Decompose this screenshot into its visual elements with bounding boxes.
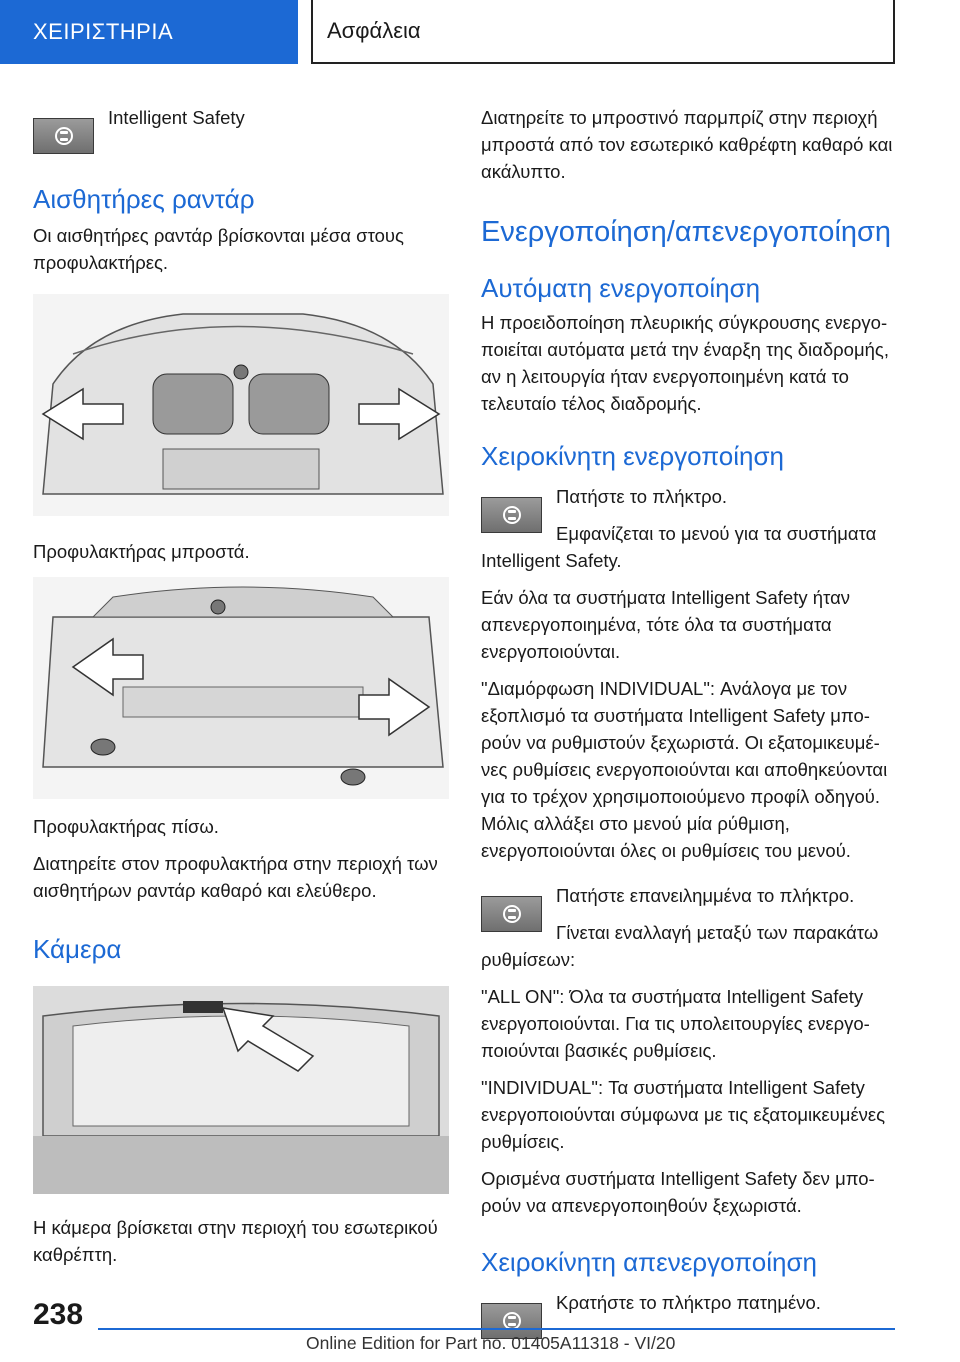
rear-bumper-note: Διατηρείτε στον προφυλακτήρα στην περιοχή των αισθητήρων ραντάρ καθαρό και ελεύθερο. <box>33 853 438 901</box>
rear-bumper-figure <box>33 577 449 799</box>
press-button-row <box>481 483 897 574</box>
press-again-text: Πατήστε επανειλημμένα το πλήκτρο. <box>556 885 855 906</box>
toggle-text: Γίνεται εναλλαγή μεταξύ των παρακάτω ρυθμίσεων: <box>481 922 879 970</box>
hold-button-text: Κρατήστε το πλήκτρο πατημένο. <box>556 1292 821 1313</box>
intelligent-safety-button-icon <box>33 118 94 154</box>
camera-figure <box>33 986 449 1194</box>
camera-caption: Η κάμερα βρίσκεται στην περιοχή του εσωτερικού καθρέπτη. <box>33 1217 438 1265</box>
chapter-tab <box>0 0 298 64</box>
radar-sensors-heading: Αισθητήρες ραντάρ <box>33 184 255 214</box>
rear-bumper-caption: Προφυλακτήρας πίσω. <box>33 816 219 837</box>
all-off-text: Εάν όλα τα συστήματα Intelligent Safety ήταν απενεργοποιημένα, τότε όλα τα συστήματα ενεργοποιούνται. <box>481 587 851 662</box>
intro-icon-row <box>33 104 449 160</box>
press-button-text: Πατήστε το πλήκτρο. <box>556 486 728 507</box>
individual-text: "INDIVIDUAL": Τα συστήματα Intelligent Safety ενεργοποιούνται σύμφωνα με τις εξατομικευμένες ρυθμίσεις. <box>481 1077 886 1152</box>
activation-heading: Ενεργοποίηση/απενεργοποίηση <box>481 216 892 248</box>
some-systems-text: Ορισμένα συστήματα Intelligent Safety δεν μπορούν να απενεργοποιηθούν ξεχωριστά. <box>481 1168 875 1216</box>
manual-deactivation-heading: Χειροκίνητη απενεργοποίηση <box>481 1247 817 1277</box>
all-on-text: "ALL ON": Όλα τα συστήματα Intelligent Safety ενεργοποιούνται. Για τις υπολειτουργίες ενεργοποιούνται βασικές ρυθμίσεις. <box>481 986 870 1061</box>
individual-config-text: "Διαμόρφωση INDIVIDUAL": Ανάλογα με τον εξοπλισμό τα συστήματα Intelligent Safety μπορούν να ρυθμιστούν ξεχωριστά. Οι εξατομικευμένες ρυθμίσεις ενεργοποιούνται και αποθηκεύονται για το τρέχον χρησιμοποιούμενο προφίλ οδηγού. Μόλις αλλάξει στο μενού μία ρύθμιση, ενεργοποιούνται όλες οι ρυθμίσεις του μενού. <box>481 678 888 861</box>
auto-activation-text: Η προειδοποίηση πλευρικής σύγκρουσης ενεργοποιείται αυτόματα μετά την έναρξη της διαδρομής, αν η λειτουργία ήταν ενεργοποιημένη κατά το τελευταίο τέλος διαδρομής. <box>481 312 889 414</box>
left-column <box>33 96 449 1278</box>
section-title <box>311 0 895 64</box>
section-title-label: Ασφάλεια <box>327 18 421 43</box>
front-bumper-caption: Προφυλακτήρας μπροστά. <box>33 541 250 562</box>
windscreen-note: Διατηρείτε το μπροστινό παρμπρίζ στην περιοχή μπροστά από τον εσωτερικό καθρέφτη καθαρό και ακάλυπτο. <box>481 107 893 182</box>
footer-edition: Online Edition for Part no. 01405A11318 - VI/20 <box>306 1333 676 1353</box>
intelligent-safety-button-icon <box>481 497 542 533</box>
camera-heading: Κάμερα <box>33 934 122 964</box>
page-number: 238 <box>33 1298 84 1331</box>
intro-label: Intelligent Safety <box>108 107 245 128</box>
press-again-row <box>481 882 897 973</box>
menu-shown-text: Εμφανίζεται το μενού για τα συστήματα Intelligent Safety. <box>481 523 877 571</box>
radar-sensors-text: Οι αισθητήρες ραντάρ βρίσκονται μέσα στους προφυλακτήρες. <box>33 225 404 273</box>
manual-activation-heading: Χειροκίνητη ενεργοποίηση <box>481 441 784 471</box>
footer-divider <box>98 1328 895 1330</box>
front-bumper-figure <box>33 294 449 516</box>
intelligent-safety-button-icon <box>481 896 542 932</box>
auto-activation-heading: Αυτόματη ενεργοποίηση <box>481 273 761 303</box>
chapter-tab-label: ΧΕΙΡΙΣΤΗΡΙΑ <box>33 19 174 44</box>
right-column <box>481 96 897 1343</box>
